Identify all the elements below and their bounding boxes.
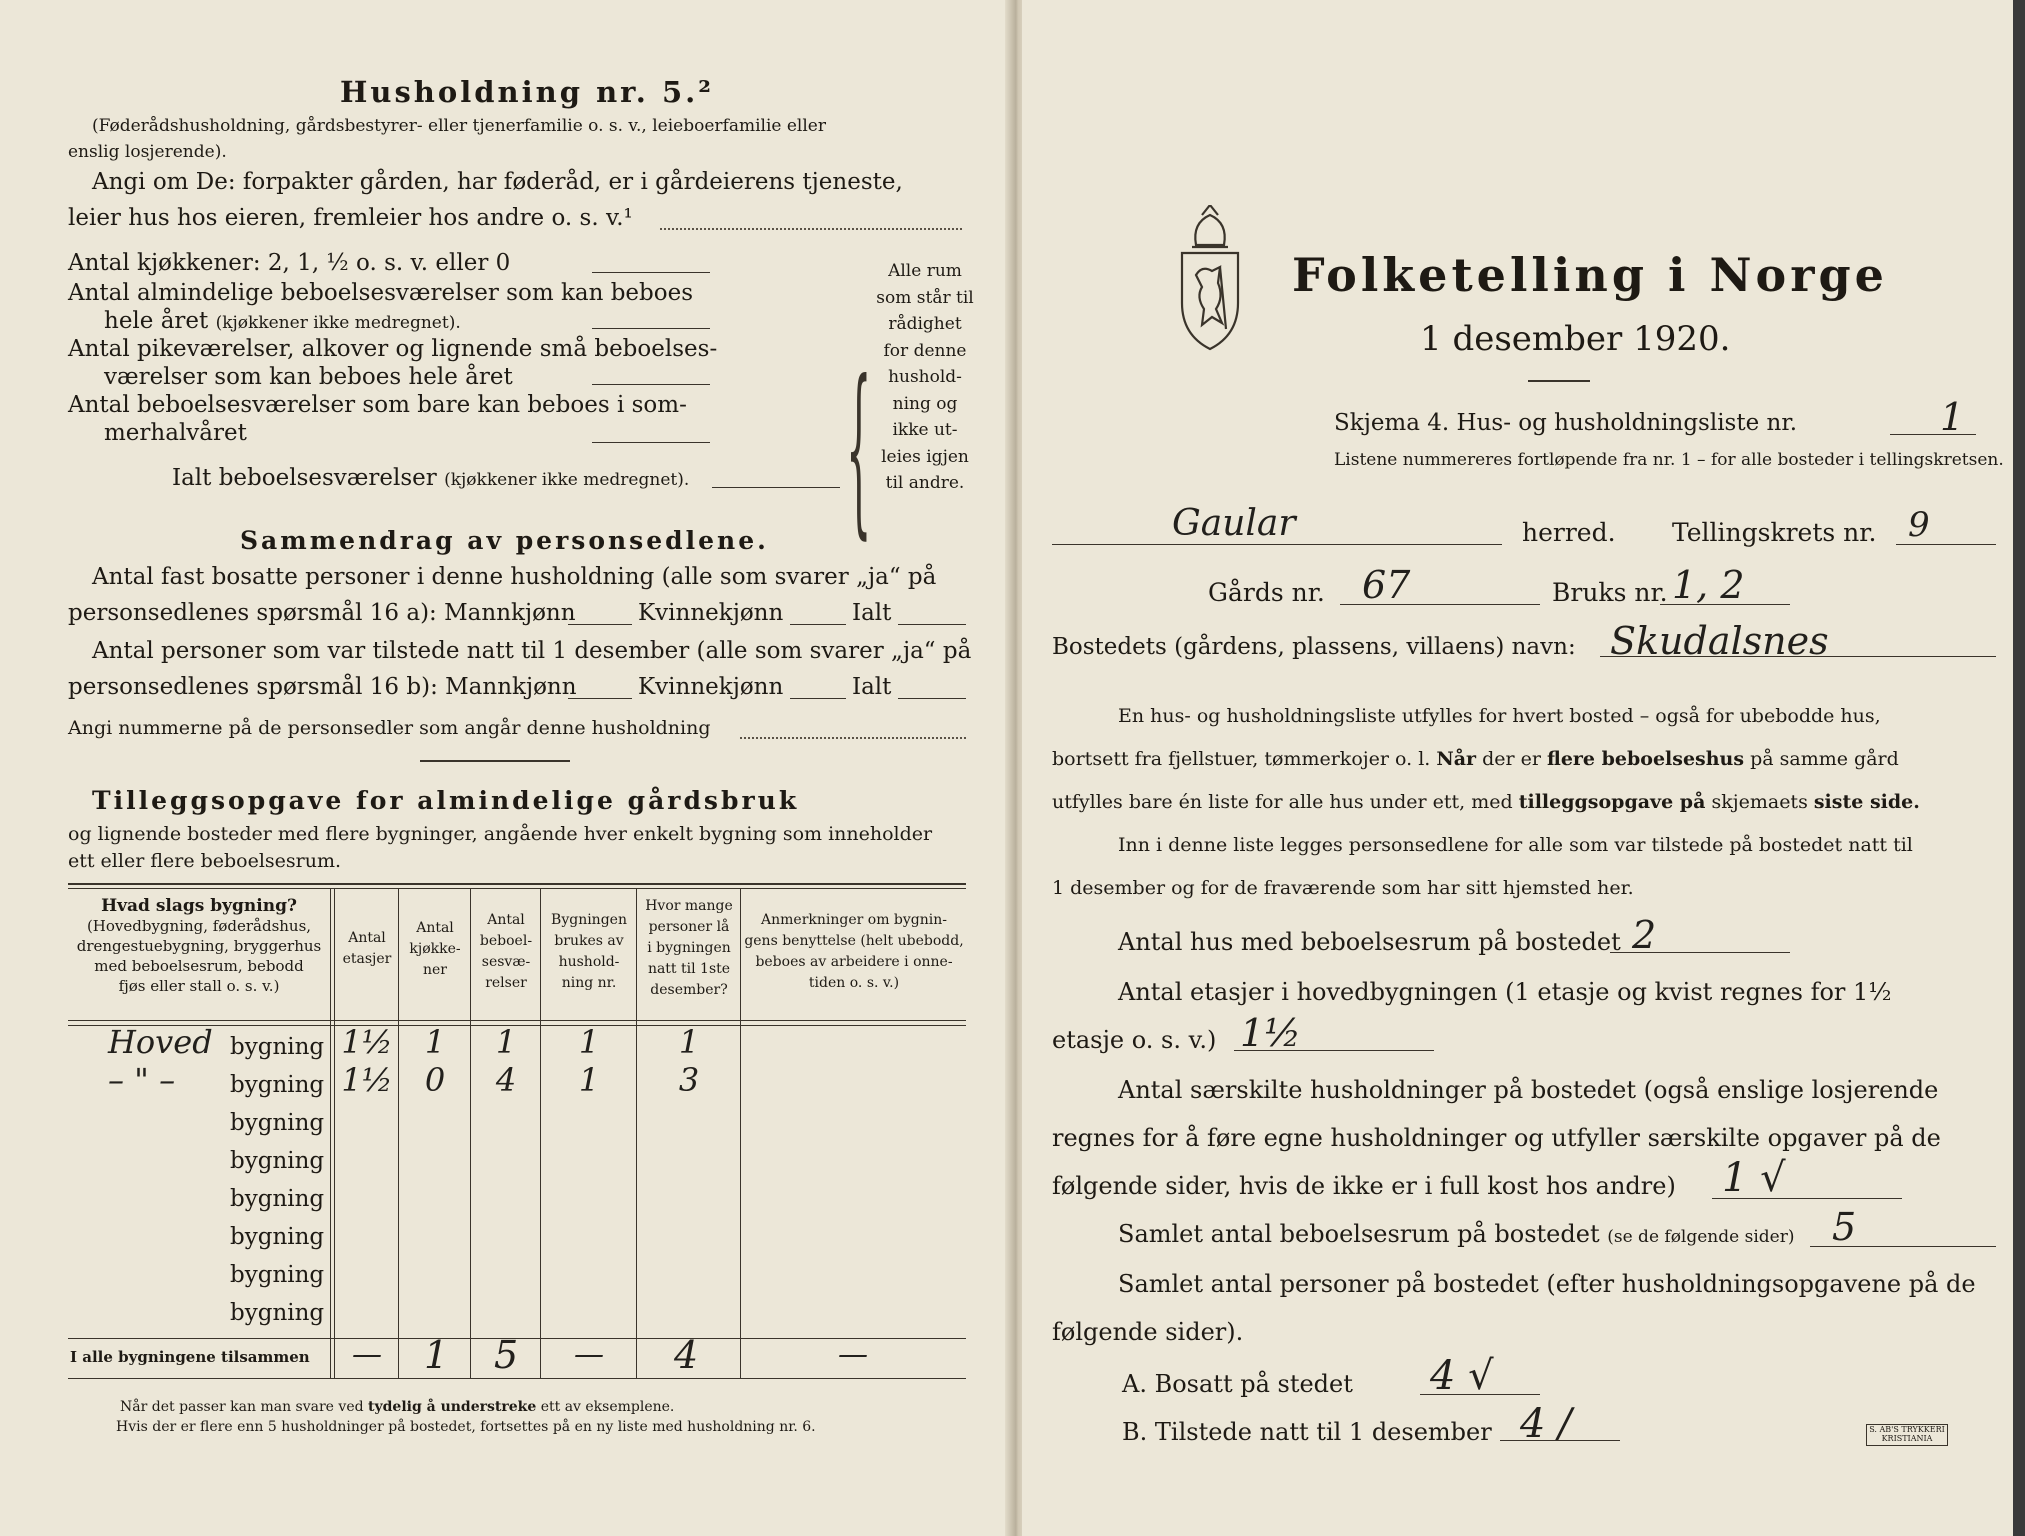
rooms-ordinary-2: hele året (kjøkkener ikke medregnet). — [104, 308, 461, 334]
angi-line-2: leier hus hos eieren, fremleier hos andre o. s. v.¹ — [68, 205, 633, 231]
rooms-kitchens: Antal kjøkkener: 2, 1, ½ o. s. v. eller 0 — [68, 250, 511, 276]
col-household-line-2: brukes av — [554, 933, 624, 949]
total-floors: — — [352, 1337, 382, 1372]
row-cell-c2: 1 — [424, 1023, 446, 1061]
summary-ialt-2: Ialt — [852, 674, 892, 700]
row-cell-c2: 0 — [424, 1061, 446, 1099]
col-kitchens-line-1: Antal — [416, 920, 454, 936]
col-rooms-line-4: relser — [485, 975, 527, 991]
summary-line-5: Angi nummerne på de personsedler som angår denne husholdning — [68, 717, 711, 739]
right-edge — [2013, 0, 2025, 1536]
q-houses: Antal hus med beboelsesrum på bostedet — [1118, 928, 1621, 956]
right-page — [1022, 0, 2025, 1536]
col-persons-line-3: i bygningen — [647, 940, 731, 956]
summary-kvinne-1: Kvinnekjønn — [638, 600, 784, 626]
col-rooms-line-3: sesvæ- — [481, 954, 531, 970]
total-kitchens: 1 — [424, 1333, 449, 1377]
row-bygning-label: bygning — [230, 1224, 325, 1250]
row-building-name: – " – — [108, 1061, 176, 1099]
row-building-name: Hoved — [108, 1023, 213, 1061]
row-cell-c3: 4 — [495, 1061, 517, 1099]
side-note-line-4: for denne — [883, 340, 967, 361]
col-remarks-line-4: tiden o. s. v.) — [808, 975, 900, 991]
total-label: I alle bygningene tilsammen — [70, 1348, 310, 1366]
q-floors-2: etasje o. s. v.) — [1052, 1026, 1217, 1054]
q-floors-value: 1½ — [1240, 1011, 1302, 1055]
instr-3: utfylles bare én liste for alle hus under ett, med tilleggsopgave på skjemaets siste side. — [1052, 791, 1920, 813]
rooms-summer-1: Antal beboelsesværelser som bare kan beboes i som- — [68, 392, 687, 418]
angi-line-1: Angi om De: forpakter gården, har føderåd, er i gårdeierens tjeneste, — [92, 169, 903, 195]
instr-1: En hus- og husholdningsliste utfylles for hvert bosted – også for ubebodde hus, — [1118, 705, 1881, 727]
intro-line-1: (Føderådshusholdning, gårdsbestyrer- eller tjenerfamilie o. s. v., leieboerfamilie eller — [92, 116, 826, 136]
bosted-label: Bostedets (gårdens, plassens, villaens) navn: — [1052, 634, 1576, 660]
q-households-2: regnes for å føre egne husholdninger og utfyller særskilte opgaver på de — [1052, 1124, 1941, 1152]
row-bygning-label: bygning — [230, 1034, 325, 1060]
q-resident: A. Bosatt på stedet — [1122, 1370, 1353, 1398]
q-households-3: følgende sider, hvis de ikke er i full kost hos andre) — [1052, 1172, 1676, 1200]
instr-4: Inn i denne liste legges personsedlene for alle som var tilstede på bostedet natt til — [1118, 834, 1913, 856]
row-cell-c1: 1½ — [341, 1023, 393, 1061]
footnote-1: Når det passer kan man svare ved tydelig å understreke ett av eksemplene. — [120, 1399, 675, 1415]
col-building-type-line-2: drengestuebygning, bryggerhus — [76, 937, 322, 955]
q-floors-1: Antal etasjer i hovedbygningen (1 etasje og kvist regnes for 1½ — [1118, 978, 1892, 1006]
col-rooms-line-1: Antal — [487, 912, 525, 928]
supplement-title: Tilleggsopgave for almindelige gårdsbruk — [92, 786, 800, 815]
gards-value: 67 — [1362, 563, 1411, 607]
bruks-label: Bruks nr. — [1552, 578, 1668, 607]
row-bygning-label: bygning — [230, 1300, 325, 1326]
summary-ialt-1: Ialt — [852, 600, 892, 626]
intro-line-2: enslig losjerende). — [68, 142, 227, 162]
total-rooms: 5 — [494, 1333, 519, 1377]
q-rooms-value: 5 — [1832, 1205, 1857, 1249]
supplement-line-2: ett eller flere beboelsesrum. — [68, 850, 342, 872]
q-persons-2: følgende sider). — [1052, 1318, 1244, 1346]
bruks-value: 1, 2 — [1672, 563, 1745, 607]
q-resident-value: 4 √ — [1430, 1353, 1494, 1399]
krets-label: Tellingskrets nr. — [1672, 518, 1877, 547]
q-present-value: 4 / — [1520, 1401, 1572, 1447]
rooms-small-2: værelser som kan beboes hele året — [104, 364, 513, 390]
col-floors-line-2: etasjer — [342, 951, 392, 967]
census-date: 1 desember 1920. — [1420, 319, 1731, 359]
col-floors-line-1: Antal — [348, 930, 386, 946]
q-households-1: Antal særskilte husholdninger på bostedet (også enslige losjerende — [1118, 1076, 1939, 1104]
herred-value: Gaular — [1172, 503, 1296, 544]
row-cell-c4: 1 — [578, 1061, 600, 1099]
side-note-line-5: hushold- — [888, 367, 962, 387]
col-building-type-line-1: (Hovedbygning, føderådshus, — [86, 917, 312, 935]
col-persons — [638, 896, 740, 1001]
col-building-type-line-3: med beboelsesrum, bebodd — [94, 957, 304, 975]
col-household-line-3: hushold- — [558, 954, 620, 970]
col-persons-line-1: Hvor mange — [645, 898, 733, 914]
col-household-line-4: ning nr. — [561, 975, 617, 991]
instr-2: bortsett fra fjellstuer, tømmerkojer o. l. Når der er flere beboelseshus på samme gård — [1052, 748, 1899, 770]
q-present: B. Tilstede natt til 1 desember — [1122, 1418, 1492, 1446]
instr-5: 1 desember og for de fraværende som har sitt hjemsted her. — [1052, 877, 1634, 899]
col-persons-line-5: desember? — [650, 982, 728, 998]
col-building-type-line-4: fjøs eller stall o. s. v.) — [118, 977, 280, 995]
census-title: Folketelling i Norge — [1292, 248, 1888, 302]
summary-line-2: personsedlenes spørsmål 16 a): Mannkjønn — [68, 600, 576, 626]
total-remarks: — — [838, 1337, 868, 1372]
side-note-line-9: til andre. — [885, 473, 965, 493]
q-rooms: Samlet antal beboelsesrum på bostedet (se de følgende sider) — [1118, 1220, 1795, 1248]
q-households-value: 1 √ — [1722, 1155, 1786, 1201]
side-note — [870, 258, 980, 497]
row-bygning-label: bygning — [230, 1110, 325, 1136]
col-remarks-line-2: gens benyttelse (helt ubebodd, — [744, 933, 964, 949]
col-kitchens-line-2: kjøkke- — [409, 941, 461, 957]
col-household-line-1: Bygningen — [551, 912, 627, 928]
col-remarks-line-3: beboes av arbeidere i onne- — [755, 954, 953, 970]
summary-title: Sammendrag av personsedlene. — [240, 526, 769, 555]
side-note-line-8: leies igjen — [881, 446, 969, 467]
col-building-type: Hvad slags bygning? (Hovedbygning, føderådshus, drengestuebygning, bryggerhus med beboelsesrum, bebodd fjøs eller stall o. s. v.) — [68, 896, 330, 996]
row-cell-c1: 1½ — [341, 1061, 393, 1099]
row-bygning-label: bygning — [230, 1072, 325, 1098]
row-cell-c3: 1 — [495, 1023, 517, 1061]
listene-note: Listene nummereres fortløpende fra nr. 1 – for alle bosteder i tellingskretsen. — [1334, 450, 2004, 470]
schema-line: Skjema 4. Hus- og husholdningsliste nr. — [1334, 410, 1798, 436]
summary-line-1: Antal fast bosatte personer i denne husholdning (alle som svarer „ja“ på — [92, 564, 937, 590]
row-bygning-label: bygning — [230, 1262, 325, 1288]
brace: { — [846, 346, 872, 558]
bosted-value: Skudalsnes — [1610, 619, 1829, 663]
stamp-line-2: KRISTIANIA — [1881, 1434, 1933, 1443]
footnote-2: Hvis der er flere enn 5 husholdninger på bostedet, fortsettes på en ny liste med husholdning nr. 6. — [116, 1419, 816, 1435]
krets-value: 9 — [1908, 505, 1930, 545]
col-household-nr — [542, 910, 636, 994]
col-remarks — [742, 910, 966, 994]
q-persons-1: Samlet antal personer på bostedet (efter husholdningsopgavene på de — [1118, 1270, 1976, 1298]
col-persons-line-4: natt til 1ste — [647, 961, 731, 977]
row-cell-c5: 3 — [678, 1061, 700, 1099]
list-number: 1 — [1940, 395, 1965, 439]
rooms-summer-2: merhalvåret — [104, 420, 247, 446]
q-houses-value: 2 — [1632, 913, 1657, 957]
summary-kvinne-2: Kvinnekjønn — [638, 674, 784, 700]
rooms-total: Ialt beboelsesværelser (kjøkkener ikke medregnet). — [172, 465, 690, 491]
row-cell-c4: 1 — [578, 1023, 600, 1061]
household-title: Husholdning nr. 5.² — [340, 75, 714, 109]
supplement-line-1: og lignende bosteder med flere bygninger, angående hver enkelt bygning som inneholder — [68, 823, 933, 845]
gards-label: Gårds nr. — [1208, 578, 1325, 607]
side-note-line-6: ning og — [892, 393, 958, 414]
side-note-line-7: ikke ut- — [892, 420, 958, 440]
col-persons-line-2: personer lå — [648, 919, 730, 935]
col-kitchens-line-3: ner — [423, 962, 447, 978]
col-rooms-line-2: beboel- — [479, 933, 533, 949]
col-remarks-line-1: Anmerkninger om bygnin- — [761, 912, 947, 928]
total-household: — — [574, 1337, 604, 1372]
col-rooms — [472, 910, 540, 994]
row-cell-c5: 1 — [678, 1023, 700, 1061]
coat-of-arms-icon — [1172, 205, 1248, 353]
summary-line-3: Antal personer som var tilstede natt til 1 desember (alle som svarer „ja“ på — [92, 638, 972, 664]
col-kitchens — [400, 918, 470, 981]
summary-line-4: personsedlenes spørsmål 16 b): Mannkjønn — [68, 674, 577, 700]
row-bygning-label: bygning — [230, 1186, 325, 1212]
stamp-line-1: S. AB'S TRYKKERI — [1869, 1425, 1945, 1434]
side-note-line-2: som står til — [876, 287, 974, 308]
total-persons: 4 — [674, 1333, 699, 1377]
side-note-line-3: rådighet — [888, 314, 962, 334]
printer-stamp — [1866, 1424, 1948, 1446]
rooms-ordinary-1: Antal almindelige beboelsesværelser som kan beboes — [68, 280, 694, 306]
side-note-line-1: Alle rum — [888, 261, 962, 281]
rooms-small-1: Antal pikeværelser, alkover og lignende små beboelses- — [68, 336, 718, 362]
col-floors — [336, 928, 398, 970]
herred-label: herred. — [1522, 518, 1616, 547]
row-bygning-label: bygning — [230, 1148, 325, 1174]
